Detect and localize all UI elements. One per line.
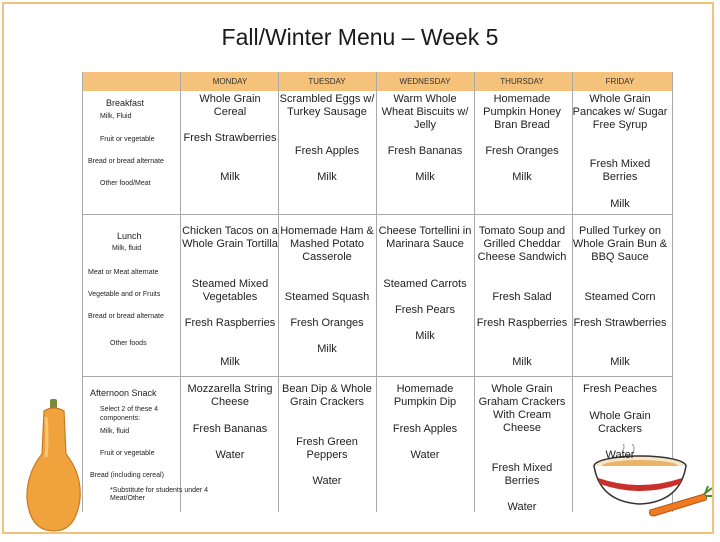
day-tuesday: TUESDAY [308, 77, 346, 86]
breakfast-fri-fruit: Fresh Mixed Berries [589, 158, 651, 183]
lunch-mon-milk: Milk [220, 356, 240, 368]
snack-wed-main: Homemade Pumpkin Dip [393, 383, 457, 408]
lunch-component: Bread or bread alternate [88, 313, 164, 320]
snack-thu-fruit: Fresh Mixed Berries [491, 462, 553, 487]
snack-component: Bread (including cereal) [90, 472, 164, 479]
snack-tue-drink: Water [312, 475, 342, 487]
squash-body [27, 408, 80, 531]
snack-component: Fruit or vegetable [100, 450, 155, 457]
lunch-thu-veg: Fresh Salad [492, 291, 552, 303]
breakfast-wed-milk: Milk [415, 171, 435, 183]
lunch-mon-veg: Steamed Mixed Vegetables [191, 278, 269, 303]
breakfast-tue-main: Scrambled Eggs w/ Turkey Sausage [279, 93, 375, 118]
breakfast-component: Bread or bread alternate [88, 158, 164, 165]
day-monday: MONDAY [212, 77, 248, 86]
lunch-wed-veg: Steamed Carrots [383, 278, 467, 290]
breakfast-component: Fruit or vegetable [100, 136, 155, 143]
lunch-component: Milk, fluid [112, 245, 142, 252]
snack-component: Milk, fluid [100, 428, 130, 435]
snack-mon-main: Mozzarella String Cheese [187, 383, 273, 408]
lunch-wed-milk: Milk [415, 330, 435, 342]
day-thursday: THURSDAY [500, 77, 544, 86]
breakfast-tue-fruit: Fresh Apples [294, 145, 360, 157]
lunch-wed-fruit: Fresh Pears [395, 304, 455, 316]
grid-line [82, 376, 672, 377]
snack-component: Select 2 of these 4 components: [100, 406, 158, 422]
breakfast-component: Other food/Meat [100, 180, 151, 187]
lunch-fri-milk: Milk [610, 356, 630, 368]
breakfast-wed-main: Warm Whole Wheat Biscuits w/ Jelly [381, 93, 469, 131]
lunch-tue-veg: Steamed Squash [284, 291, 370, 303]
breakfast-fri-main: Whole Grain Pancakes w/ Sugar Free Syrup [572, 93, 668, 131]
snack-label: Afternoon Snack [90, 388, 157, 398]
snack-mon-drink: Water [215, 449, 245, 461]
grid-line [82, 214, 672, 215]
lunch-fri-fruit: Fresh Strawberries [573, 317, 667, 329]
snack-fri-crackers: Whole Grain Crackers [589, 410, 651, 435]
lunch-label: Lunch [117, 231, 142, 241]
breakfast-tue-milk: Milk [317, 171, 337, 183]
lunch-component: Other foods [110, 340, 147, 347]
breakfast-component: Milk, Fluid [100, 113, 132, 120]
breakfast-fri-milk: Milk [610, 198, 630, 210]
snack-thu-drink: Water [507, 501, 537, 513]
squash-illustration [24, 399, 84, 534]
snack-tue-veg: Fresh Green Peppers [296, 436, 358, 461]
grid-line [376, 72, 377, 512]
lunch-component: Meat or Meat alternate [88, 269, 159, 276]
day-friday: FRIDAY [605, 77, 635, 86]
lunch-mon-fruit: Fresh Raspberries [184, 317, 276, 329]
breakfast-thu-main: Homemade Pumpkin Honey Bran Bread [483, 93, 561, 131]
lunch-tue-milk: Milk [317, 343, 337, 355]
lunch-thu-milk: Milk [512, 356, 532, 368]
lunch-wed-main: Cheese Tortellini in Marinara Sauce [378, 225, 472, 250]
snack-fri-drink: Water [605, 449, 635, 461]
breakfast-thu-milk: Milk [512, 171, 532, 183]
breakfast-mon-fruit: Fresh Strawberries [183, 132, 277, 144]
snack-tue-main: Bean Dip & Whole Grain Crackers [282, 383, 372, 408]
lunch-tue-main: Homemade Ham & Mashed Potato Casserole [280, 225, 374, 263]
lunch-component: Vegetable and or Fruits [88, 291, 161, 298]
lunch-tue-fruit: Fresh Oranges [290, 317, 364, 329]
snack-thu-main: Whole Grain Graham Crackers With Cream Cheese [478, 383, 566, 434]
breakfast-thu-fruit: Fresh Oranges [485, 145, 559, 157]
snack-note: *Substitute for students under 4 [110, 487, 209, 494]
breakfast-mon-main: Whole Grain Cereal [199, 93, 261, 118]
lunch-thu-main: Tomato Soup and Grilled Cheddar Cheese Sandwich [477, 225, 567, 263]
snack-fri-main: Fresh Peaches [583, 383, 657, 395]
lunch-mon-main: Chicken Tacos on a Whole Grain Tortilla [182, 225, 278, 250]
snack-note: Meat/Other [110, 495, 146, 502]
grid-line [180, 72, 181, 512]
page-title: Fall/Winter Menu – Week 5 [221, 24, 499, 50]
snack-mon-fruit: Fresh Bananas [192, 423, 268, 435]
lunch-thu-fruit: Fresh Raspberries [476, 317, 568, 329]
lunch-fri-veg: Steamed Corn [584, 291, 656, 303]
snack-wed-drink: Water [410, 449, 440, 461]
squash-highlight [46, 417, 47, 457]
day-wednesday: WEDNESDAY [399, 77, 451, 86]
breakfast-label: Breakfast [106, 98, 145, 108]
menu-slide [2, 2, 714, 534]
breakfast-wed-fruit: Fresh Bananas [387, 145, 463, 157]
lunch-fri-main: Pulled Turkey on Whole Grain Bun & BBQ Sauce [572, 225, 668, 263]
breakfast-mon-milk: Milk [220, 171, 240, 183]
snack-wed-fruit: Fresh Apples [392, 423, 458, 435]
